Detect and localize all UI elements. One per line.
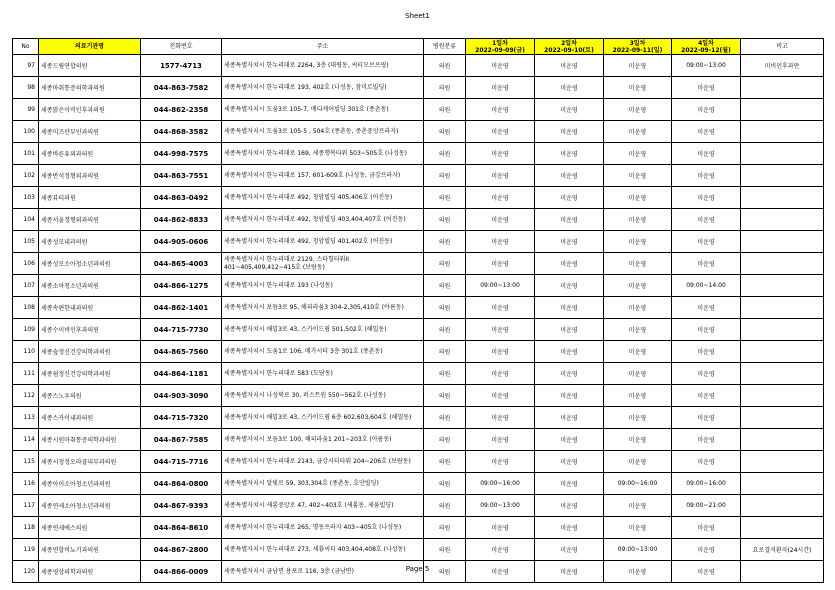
phone-number-cell: 044-867-9393 bbox=[141, 495, 222, 517]
address-cell: 세종특별자치시 도움1로 106, 메가시티 3층 301호 (종촌동) bbox=[222, 341, 424, 363]
table-row bbox=[13, 341, 824, 363]
row-number-cell: 113 bbox=[13, 407, 39, 429]
row-number-cell: 98 bbox=[13, 77, 39, 99]
header-no: No bbox=[13, 39, 39, 55]
table-header-row bbox=[13, 39, 824, 55]
address-cell: 세종특별자치시 한누리대로 492, 청암빌딩 401,402호 (어진동) bbox=[222, 231, 424, 253]
clinic-type-cell: 의원 bbox=[424, 165, 466, 187]
row-number-cell: 97 bbox=[13, 55, 39, 77]
clinic-name-cell: 세종미즈산부인과의원 bbox=[39, 121, 141, 143]
phone-number-cell: 044-998-7575 bbox=[141, 143, 222, 165]
day4-hours-cell: 미운영 bbox=[672, 561, 741, 583]
row-number-cell: 116 bbox=[13, 473, 39, 495]
day1-hours-cell: 미운영 bbox=[466, 517, 535, 539]
day1-hours-cell: 미운영 bbox=[466, 187, 535, 209]
header-day2-date: 2022-09-10(토) bbox=[544, 46, 594, 54]
clinic-type-cell: 의원 bbox=[424, 275, 466, 297]
row-number-cell: 107 bbox=[13, 275, 39, 297]
phone-number-cell: 044-867-7585 bbox=[141, 429, 222, 451]
table-row bbox=[13, 165, 824, 187]
clinic-name-cell: 세종스노우의원 bbox=[39, 385, 141, 407]
table-row bbox=[13, 77, 824, 99]
table-row bbox=[13, 99, 824, 121]
day3-hours-cell: 미운영 bbox=[604, 231, 672, 253]
clinic-type-cell: 의원 bbox=[424, 187, 466, 209]
day3-hours-cell: 미운영 bbox=[604, 297, 672, 319]
day2-hours-cell: 미운영 bbox=[535, 495, 604, 517]
sheet-title: Sheet1 bbox=[405, 12, 430, 20]
day2-hours-cell: 미운영 bbox=[535, 77, 604, 99]
phone-number-cell: 044-905-0606 bbox=[141, 231, 222, 253]
day4-hours-cell: 미운영 bbox=[672, 539, 741, 561]
day4-hours-cell: 미운영 bbox=[672, 209, 741, 231]
note-cell bbox=[741, 275, 824, 297]
table-row bbox=[13, 121, 824, 143]
phone-number-cell: 044-868-3582 bbox=[141, 121, 222, 143]
row-number-cell: 103 bbox=[13, 187, 39, 209]
address-cell: 세종특별자치시 한누리대로 193 (나성동) bbox=[222, 275, 424, 297]
row-number-cell: 117 bbox=[13, 495, 39, 517]
day4-hours-cell: 미운영 bbox=[672, 341, 741, 363]
table-row bbox=[13, 143, 824, 165]
day4-hours-cell: 09:00~14:00 bbox=[672, 275, 741, 297]
clinic-type-cell: 의원 bbox=[424, 231, 466, 253]
address-cell: 세종특별자치시 보듬3로 100, 해피라움1 201~203호 (아름동) bbox=[222, 429, 424, 451]
header-day3-label: 3일차 bbox=[629, 39, 646, 47]
day1-hours-cell: 미운영 bbox=[466, 99, 535, 121]
day3-hours-cell: 미운영 bbox=[604, 187, 672, 209]
day2-hours-cell: 미운영 bbox=[535, 121, 604, 143]
table-row bbox=[13, 209, 824, 231]
day1-hours-cell: 미운영 bbox=[466, 165, 535, 187]
row-number-cell: 100 bbox=[13, 121, 39, 143]
phone-number-cell: 044-863-7582 bbox=[141, 77, 222, 99]
clinic-type-cell: 의원 bbox=[424, 143, 466, 165]
clinic-type-cell: 의원 bbox=[424, 99, 466, 121]
row-number-cell: 119 bbox=[13, 539, 39, 561]
day2-hours-cell: 미운영 bbox=[535, 561, 604, 583]
day4-hours-cell: 미운영 bbox=[672, 319, 741, 341]
day4-hours-cell: 미운영 bbox=[672, 517, 741, 539]
day3-hours-cell: 미운영 bbox=[604, 99, 672, 121]
day3-hours-cell: 미운영 bbox=[604, 121, 672, 143]
clinic-type-cell: 의원 bbox=[424, 495, 466, 517]
day3-hours-cell: 미운영 bbox=[604, 561, 672, 583]
header-day4 bbox=[672, 39, 741, 55]
table-row bbox=[13, 319, 824, 341]
row-number-cell: 110 bbox=[13, 341, 39, 363]
day4-hours-cell: 미운영 bbox=[672, 165, 741, 187]
address-cell: 세종특별자치시 한누리대로 157, 601-609호 (나성동, 금강프라자) bbox=[222, 165, 424, 187]
phone-number-cell: 044-862-8833 bbox=[141, 209, 222, 231]
header-day4-label: 4일차 bbox=[698, 39, 714, 47]
clinic-type-cell: 의원 bbox=[424, 517, 466, 539]
clinic-name-cell: 세종뷰티의원 bbox=[39, 187, 141, 209]
day2-hours-cell: 미운영 bbox=[535, 429, 604, 451]
table-row bbox=[13, 55, 824, 77]
day1-hours-cell: 미운영 bbox=[466, 341, 535, 363]
note-cell bbox=[741, 99, 824, 121]
day1-hours-cell: 미운영 bbox=[466, 407, 535, 429]
header-day2 bbox=[535, 39, 604, 55]
clinic-type-cell: 의원 bbox=[424, 55, 466, 77]
day1-hours-cell: 미운영 bbox=[466, 319, 535, 341]
address-cell: 세종특별자치시 한누리대로 2264, 3층 (대평동, 씨티모브프링) bbox=[222, 55, 424, 77]
day4-hours-cell: 미운영 bbox=[672, 363, 741, 385]
phone-number-cell: 044-862-2358 bbox=[141, 99, 222, 121]
day2-hours-cell: 미운영 bbox=[535, 275, 604, 297]
day1-hours-cell: 09:00~13:00 bbox=[466, 275, 535, 297]
table-row bbox=[13, 363, 824, 385]
address-cell: 세종특별자치시 한누리대로 265, 명동프라자 403~405호 (나성동) bbox=[222, 517, 424, 539]
table-row bbox=[13, 385, 824, 407]
clinic-type-cell: 의원 bbox=[424, 77, 466, 99]
header-phone: 전화번호 bbox=[141, 39, 222, 55]
day3-hours-cell: 미운영 bbox=[604, 451, 672, 473]
day2-hours-cell: 미운영 bbox=[535, 55, 604, 77]
day1-hours-cell: 미운영 bbox=[466, 121, 535, 143]
day2-hours-cell: 미운영 bbox=[535, 253, 604, 275]
day1-hours-cell: 미운영 bbox=[466, 385, 535, 407]
note-cell bbox=[741, 121, 824, 143]
clinic-name-cell: 세종성모소아청소년과의원 bbox=[39, 253, 141, 275]
note-cell: 미비인후과만 bbox=[741, 55, 824, 77]
day3-hours-cell: 미운영 bbox=[604, 517, 672, 539]
table-row bbox=[13, 429, 824, 451]
header-type: 병원분류 bbox=[424, 39, 466, 55]
note-cell bbox=[741, 429, 824, 451]
row-number-cell: 101 bbox=[13, 143, 39, 165]
day1-hours-cell: 미운영 bbox=[466, 55, 535, 77]
clinic-name-cell: 세종속편한내과의원 bbox=[39, 297, 141, 319]
row-number-cell: 104 bbox=[13, 209, 39, 231]
day2-hours-cell: 미운영 bbox=[535, 319, 604, 341]
row-number-cell: 108 bbox=[13, 297, 39, 319]
day3-hours-cell: 09:00~13:00 bbox=[604, 539, 672, 561]
row-number-cell: 109 bbox=[13, 319, 39, 341]
day2-hours-cell: 미운영 bbox=[535, 363, 604, 385]
address-cell: 세종특별자치시 한누리대로 273, 세룡씨티 403,404,408호 (나성동) bbox=[222, 539, 424, 561]
clinic-type-cell: 의원 bbox=[424, 429, 466, 451]
table-row bbox=[13, 297, 824, 319]
clinic-name-cell: 세종수이비인후과의원 bbox=[39, 319, 141, 341]
row-number-cell: 102 bbox=[13, 165, 39, 187]
clinic-type-cell: 의원 bbox=[424, 121, 466, 143]
phone-number-cell: 1577-4713 bbox=[141, 55, 222, 77]
day3-hours-cell: 미운영 bbox=[604, 55, 672, 77]
day1-hours-cell: 09:00~13:00 bbox=[466, 495, 535, 517]
note-cell bbox=[741, 165, 824, 187]
row-number-cell: 99 bbox=[13, 99, 39, 121]
day1-hours-cell: 미운영 bbox=[466, 363, 535, 385]
note-cell bbox=[741, 407, 824, 429]
header-day3-date: 2022-09-11(일) bbox=[612, 46, 663, 54]
address-cell: 세종특별자치시 해밀3로 43, 스카이드림 6층 602,603,604호 (해밀동) bbox=[222, 407, 424, 429]
day2-hours-cell: 미운영 bbox=[535, 517, 604, 539]
day1-hours-cell: 09:00~16:00 bbox=[466, 473, 535, 495]
day4-hours-cell: 미운영 bbox=[672, 121, 741, 143]
header-day1-label: 1일차 bbox=[492, 39, 508, 47]
day2-hours-cell: 미운영 bbox=[535, 341, 604, 363]
note-cell bbox=[741, 77, 824, 99]
phone-number-cell: 044-866-0009 bbox=[141, 561, 222, 583]
header-address: 주소 bbox=[222, 39, 424, 55]
day4-hours-cell: 09:00~13:00 bbox=[672, 55, 741, 77]
day1-hours-cell: 미운영 bbox=[466, 143, 535, 165]
day4-hours-cell: 미운영 bbox=[672, 143, 741, 165]
day4-hours-cell: 미운영 bbox=[672, 385, 741, 407]
header-day2-label: 2일차 bbox=[561, 39, 577, 47]
phone-number-cell: 044-903-3090 bbox=[141, 385, 222, 407]
table-row bbox=[13, 517, 824, 539]
day4-hours-cell: 미운영 bbox=[672, 187, 741, 209]
phone-number-cell: 044-866-1275 bbox=[141, 275, 222, 297]
phone-number-cell: 044-867-2800 bbox=[141, 539, 222, 561]
clinic-name-cell: 세종시청정오라클피부과의원 bbox=[39, 451, 141, 473]
address-cell: 세종특별자치시 해밀3로 43, 스카이드림 501,502호 (해밀동) bbox=[222, 319, 424, 341]
phone-number-cell: 044-864-8610 bbox=[141, 517, 222, 539]
phone-number-cell: 044-865-4003 bbox=[141, 253, 222, 275]
day2-hours-cell: 미운영 bbox=[535, 165, 604, 187]
note-cell bbox=[741, 187, 824, 209]
day1-hours-cell: 미운영 bbox=[466, 539, 535, 561]
note-cell bbox=[741, 451, 824, 473]
clinic-name-cell: 세종쉼정신건강의학과의원 bbox=[39, 363, 141, 385]
table-row bbox=[13, 275, 824, 297]
clinic-name-cell: 세종아이소아청소년과의원 bbox=[39, 473, 141, 495]
day2-hours-cell: 미운영 bbox=[535, 385, 604, 407]
clinic-name-cell: 세종소아청소년과의원 bbox=[39, 275, 141, 297]
clinic-name-cell: 세종성모내과의원 bbox=[39, 231, 141, 253]
clinic-schedule-table bbox=[12, 38, 824, 583]
day2-hours-cell: 미운영 bbox=[535, 297, 604, 319]
clinic-type-cell: 의원 bbox=[424, 539, 466, 561]
address-cell: 세종특별자치시 한누리대로 492, 청암빌딩 403,404,407호 (어진동) bbox=[222, 209, 424, 231]
day3-hours-cell: 미운영 bbox=[604, 341, 672, 363]
table-row bbox=[13, 407, 824, 429]
address-cell: 세종특별자치시 보듬3로 95, 해피라움3 304-2,305,410호 (아름동) bbox=[222, 297, 424, 319]
day1-hours-cell: 미운영 bbox=[466, 429, 535, 451]
day2-hours-cell: 미운영 bbox=[535, 451, 604, 473]
note-cell bbox=[741, 143, 824, 165]
clinic-name-cell: 세종연합비뇨기과의원 bbox=[39, 539, 141, 561]
row-number-cell: 120 bbox=[13, 561, 39, 583]
clinic-name-cell: 세종스카이내과의원 bbox=[39, 407, 141, 429]
note-cell: 요로결석환자(24시간) bbox=[741, 539, 824, 561]
clinic-type-cell: 의원 bbox=[424, 297, 466, 319]
header-day4-date: 2022-09-12(월) bbox=[681, 46, 731, 54]
day3-hours-cell: 미운영 bbox=[604, 407, 672, 429]
day2-hours-cell: 미운영 bbox=[535, 143, 604, 165]
day1-hours-cell: 미운영 bbox=[466, 451, 535, 473]
clinic-type-cell: 의원 bbox=[424, 561, 466, 583]
day1-hours-cell: 미운영 bbox=[466, 231, 535, 253]
day3-hours-cell: 미운영 bbox=[604, 165, 672, 187]
address-cell: 세종특별자치시 한누리대로 583 (도담동) bbox=[222, 363, 424, 385]
day4-hours-cell: 미운영 bbox=[672, 253, 741, 275]
day4-hours-cell: 미운영 bbox=[672, 77, 741, 99]
row-number-cell: 118 bbox=[13, 517, 39, 539]
address-cell: 세종특별자치시 금남면 용포로 116, 3층 (금남면) bbox=[222, 561, 424, 583]
note-cell bbox=[741, 363, 824, 385]
day4-hours-cell: 미운영 bbox=[672, 99, 741, 121]
day2-hours-cell: 미운영 bbox=[535, 407, 604, 429]
clinic-name-cell: 세종숲정신건강의학과의원 bbox=[39, 341, 141, 363]
note-cell bbox=[741, 341, 824, 363]
day3-hours-cell: 미운영 bbox=[604, 143, 672, 165]
day1-hours-cell: 미운영 bbox=[466, 561, 535, 583]
clinic-name-cell: 세종드림연합의원 bbox=[39, 55, 141, 77]
phone-number-cell: 044-715-7730 bbox=[141, 319, 222, 341]
day3-hours-cell: 미운영 bbox=[604, 253, 672, 275]
day2-hours-cell: 미운영 bbox=[535, 209, 604, 231]
clinic-name-cell: 세종연세소아청소년과의원 bbox=[39, 495, 141, 517]
clinic-name-cell: 세종마취통증의학과의원 bbox=[39, 77, 141, 99]
day2-hours-cell: 미운영 bbox=[535, 99, 604, 121]
address-cell: 세종특별자치시 나성북로 30, 퍼스트원 550~562호 (나성동) bbox=[222, 385, 424, 407]
day1-hours-cell: 미운영 bbox=[466, 253, 535, 275]
header-note: 비고 bbox=[741, 39, 824, 55]
header-day1 bbox=[466, 39, 535, 55]
note-cell bbox=[741, 297, 824, 319]
table-row bbox=[13, 473, 824, 495]
day3-hours-cell: 미운영 bbox=[604, 363, 672, 385]
clinic-name-cell: 세종연세에스의원 bbox=[39, 517, 141, 539]
clinic-type-cell: 의원 bbox=[424, 363, 466, 385]
day3-hours-cell: 미운영 bbox=[604, 319, 672, 341]
day1-hours-cell: 미운영 bbox=[466, 77, 535, 99]
row-number-cell: 106 bbox=[13, 253, 39, 275]
row-number-cell: 112 bbox=[13, 385, 39, 407]
phone-number-cell: 044-715-7320 bbox=[141, 407, 222, 429]
note-cell bbox=[741, 253, 824, 275]
day2-hours-cell: 미운영 bbox=[535, 473, 604, 495]
day3-hours-cell: 09:00~16:00 bbox=[604, 473, 672, 495]
note-cell bbox=[741, 209, 824, 231]
table-row bbox=[13, 231, 824, 253]
address-cell: 세종특별자치시 한누리대로 2129, 스타힐타워II 401~405,409,412~415호 (보람동) bbox=[222, 253, 424, 275]
clinic-type-cell: 의원 bbox=[424, 407, 466, 429]
day4-hours-cell: 미운영 bbox=[672, 231, 741, 253]
note-cell bbox=[741, 319, 824, 341]
clinic-name-cell: 세종반석정형외과의원 bbox=[39, 165, 141, 187]
address-cell: 세종특별자치시 한누리대로 169, 세종행복타워 503~505호 (나성동) bbox=[222, 143, 424, 165]
row-number-cell: 114 bbox=[13, 429, 39, 451]
day4-hours-cell: 09:00~21:00 bbox=[672, 495, 741, 517]
address-cell: 세종특별자치시 새롬중앙로 47, 402~403호 (새롬동, 세움빌딩) bbox=[222, 495, 424, 517]
day3-hours-cell: 미운영 bbox=[604, 429, 672, 451]
day4-hours-cell: 09:00~16:00 bbox=[672, 473, 741, 495]
address-cell: 세종특별자치시 도움3로 105-5 , 504호 (종촌동, 종촌중앙프라자) bbox=[222, 121, 424, 143]
header-day1-date: 2022-09-09(금) bbox=[475, 46, 525, 54]
address-cell: 세종특별자치시 달빛로 59, 303,304호 (종촌동, 호안빌딩) bbox=[222, 473, 424, 495]
day3-hours-cell: 미운영 bbox=[604, 77, 672, 99]
clinic-type-cell: 의원 bbox=[424, 385, 466, 407]
row-number-cell: 115 bbox=[13, 451, 39, 473]
day4-hours-cell: 미운영 bbox=[672, 297, 741, 319]
table-row bbox=[13, 539, 824, 561]
day2-hours-cell: 미운영 bbox=[535, 187, 604, 209]
header-name: 의료기관명 bbox=[39, 39, 141, 55]
clinic-name-cell: 세종영상의학과의원 bbox=[39, 561, 141, 583]
day2-hours-cell: 미운영 bbox=[535, 539, 604, 561]
day1-hours-cell: 미운영 bbox=[466, 209, 535, 231]
phone-number-cell: 044-864-0800 bbox=[141, 473, 222, 495]
clinic-name-cell: 세종바른유외과의원 bbox=[39, 143, 141, 165]
day4-hours-cell: 미운영 bbox=[672, 407, 741, 429]
clinic-type-cell: 의원 bbox=[424, 451, 466, 473]
clinic-type-cell: 의원 bbox=[424, 253, 466, 275]
note-cell bbox=[741, 385, 824, 407]
phone-number-cell: 044-864-1181 bbox=[141, 363, 222, 385]
day4-hours-cell: 미운영 bbox=[672, 451, 741, 473]
note-cell bbox=[741, 231, 824, 253]
day3-hours-cell: 미운영 bbox=[604, 495, 672, 517]
clinic-type-cell: 의원 bbox=[424, 341, 466, 363]
address-cell: 세종특별자치시 한누리대로 193, 402호 (나성동, 참미르빌딩) bbox=[222, 77, 424, 99]
phone-number-cell: 044-865-7560 bbox=[141, 341, 222, 363]
day3-hours-cell: 미운영 bbox=[604, 209, 672, 231]
phone-number-cell: 044-715-7716 bbox=[141, 451, 222, 473]
table-row bbox=[13, 253, 824, 275]
clinic-name-cell: 세종맑은이비인후과의원 bbox=[39, 99, 141, 121]
clinic-name-cell: 세종서울정형외과의원 bbox=[39, 209, 141, 231]
clinic-type-cell: 의원 bbox=[424, 319, 466, 341]
day1-hours-cell: 미운영 bbox=[466, 297, 535, 319]
note-cell bbox=[741, 473, 824, 495]
note-cell bbox=[741, 495, 824, 517]
clinic-name-cell: 세종시원마취통증의학과의원 bbox=[39, 429, 141, 451]
address-cell: 세종특별자치시 도움3로 105-7, 메디케어빌딩 301호 (종촌동) bbox=[222, 99, 424, 121]
phone-number-cell: 044-862-1401 bbox=[141, 297, 222, 319]
clinic-type-cell: 의원 bbox=[424, 473, 466, 495]
table-row bbox=[13, 451, 824, 473]
day3-hours-cell: 미운영 bbox=[604, 275, 672, 297]
address-cell: 세종특별자치시 한누리대로 492, 청암빌딩 405,406호 (어진동) bbox=[222, 187, 424, 209]
day4-hours-cell: 미운영 bbox=[672, 429, 741, 451]
table-row bbox=[13, 495, 824, 517]
row-number-cell: 111 bbox=[13, 363, 39, 385]
table-row bbox=[13, 187, 824, 209]
phone-number-cell: 044-863-7551 bbox=[141, 165, 222, 187]
note-cell bbox=[741, 517, 824, 539]
clinic-type-cell: 의원 bbox=[424, 209, 466, 231]
header-day3 bbox=[604, 39, 672, 55]
row-number-cell: 105 bbox=[13, 231, 39, 253]
day2-hours-cell: 미운영 bbox=[535, 231, 604, 253]
day3-hours-cell: 미운영 bbox=[604, 385, 672, 407]
page-number: Page 5 bbox=[405, 565, 430, 573]
phone-number-cell: 044-863-0492 bbox=[141, 187, 222, 209]
address-cell: 세종특별자치시 한누리대로 2143, 금강시티타워 204~206호 (보람동) bbox=[222, 451, 424, 473]
